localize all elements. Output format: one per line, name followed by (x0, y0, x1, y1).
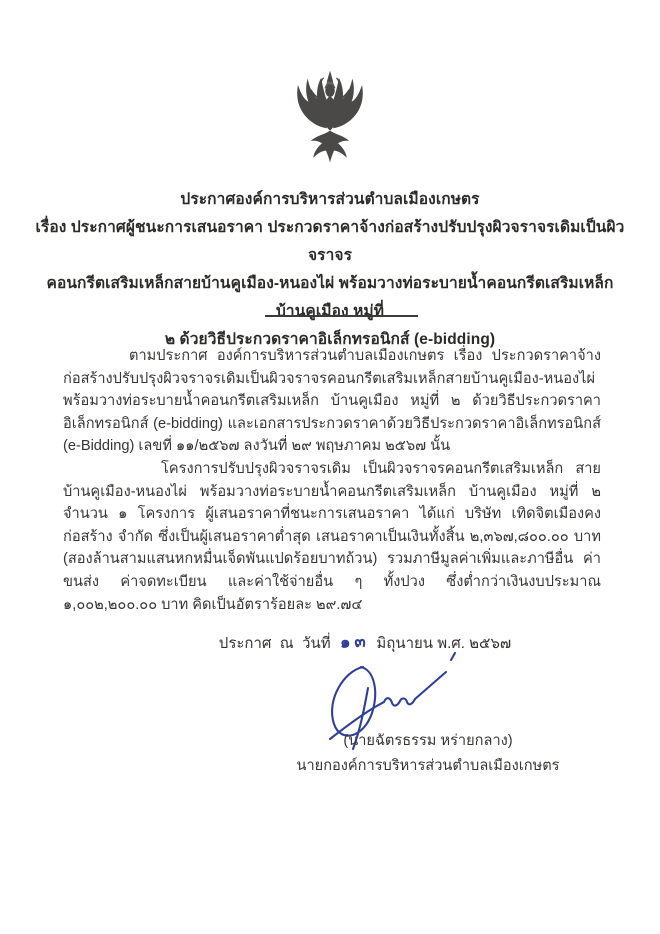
paragraph-reference: ตามประกาศ องค์การบริหารส่วนตำบลเมืองเกษตร เรื่อง ประกวดราคาจ้างก่อสร้างปรับปรุงผิวจราจรเดิมเป็นผิวจราจรคอนกรีตเสริมเหล็กสายบ้านคูเมือง-หนองไผ่ พร้อมวางท่อระบายน้ำคอนกรีตเสริมเหล็ก บ้านคูเมือง หมู่ที่ ๒ ด้วยวิธีประกวดราคาอิเล็กทรอนิกส์ (e-bidding) และเอกสารประกวดราคาด้วยวิธีประกวดราคาอิเล็กทรอนิกส์ (e-Bidding) เลขที่ ๑๑/๒๕๖๗ ลงวันที่ ๒๙ พฤษภาคม ๒๕๖๗ นั้น (63, 348, 601, 455)
title-line-1: ประกาศองค์การบริหารส่วนตำบลเมืองเกษตร (180, 191, 480, 208)
date-prefix: ประกาศ ณ วันที่ (218, 635, 331, 652)
handwritten-date: ๑๓ (339, 632, 370, 652)
signer-position: นายกองค์การบริหารส่วนตำบลเมืองเกษตร (296, 758, 560, 774)
title-divider (265, 315, 418, 317)
signer-block (250, 729, 606, 777)
document-title (30, 186, 630, 354)
title-line-3: คอนกรีตเสริมเหล็กสายบ้านคูเมือง-หนองไผ่ พร้อมวางท่อระบายน้ำคอนกรีตเสริมเหล็ก บ้านคูเมือง หมู่ที่ (46, 275, 614, 320)
title-line-2: เรื่อง ประกาศผู้ชนะการเสนอราคา ประกวดราคาจ้างก่อสร้างปรับปรุงผิวจราจรเดิมเป็นผิวจราจร (35, 219, 625, 264)
announcement-date-line (0, 630, 660, 656)
date-suffix: มิถุนายน พ.ศ. ๒๕๖๗ (376, 635, 512, 652)
paragraph-award: โครงการปรับปรุงผิวจราจรเดิม เป็นผิวจราจรคอนกรีตเสริมเหล็ก สายบ้านคูเมือง-หนองไผ่ พร้อมวางท่อระบายน้ำคอนกรีตเสริมเหล็ก บ้านคูเมือง หมู่ที่ ๒ จำนวน ๑ โครงการ ผู้เสนอราคาที่ชนะการเสนอราคา ได้แก่ บริษัท เทิดจิตเมืองคงก่อสร้าง จำกัด ซึ่งเป็นผู้เสนอราคาต่ำสุด เสนอราคาเป็นเงินทั้งสิ้น ๒,๓๖๗,๘๐๐.๐๐ บาท (สองล้านสามแสนหกหมื่นเจ็ดพันแปดร้อยบาทถ้วน) รวมภาษีมูลค่าเพิ่มและภาษีอื่น ค่าขนส่ง ค่าจดทะเบียน และค่าใช้จ่ายอื่น ๆ ทั้งปวง ซึ่งต่ำกว่าเงินงบประมาณ ๑,๐๐๒,๒๐๐.๐๐ บาท คิดเป็นอัตราร้อยละ ๒๙.๗๔ (63, 460, 601, 613)
signer-name: (นายฉัตรธรรม หร่ายกลาง) (343, 733, 513, 749)
title-line-4: ๒ ด้วยวิธีประกวดราคาอิเล็กทรอนิกส์ (e-bidding) (164, 331, 496, 348)
document-body (63, 345, 601, 616)
garuda-emblem (282, 68, 378, 174)
